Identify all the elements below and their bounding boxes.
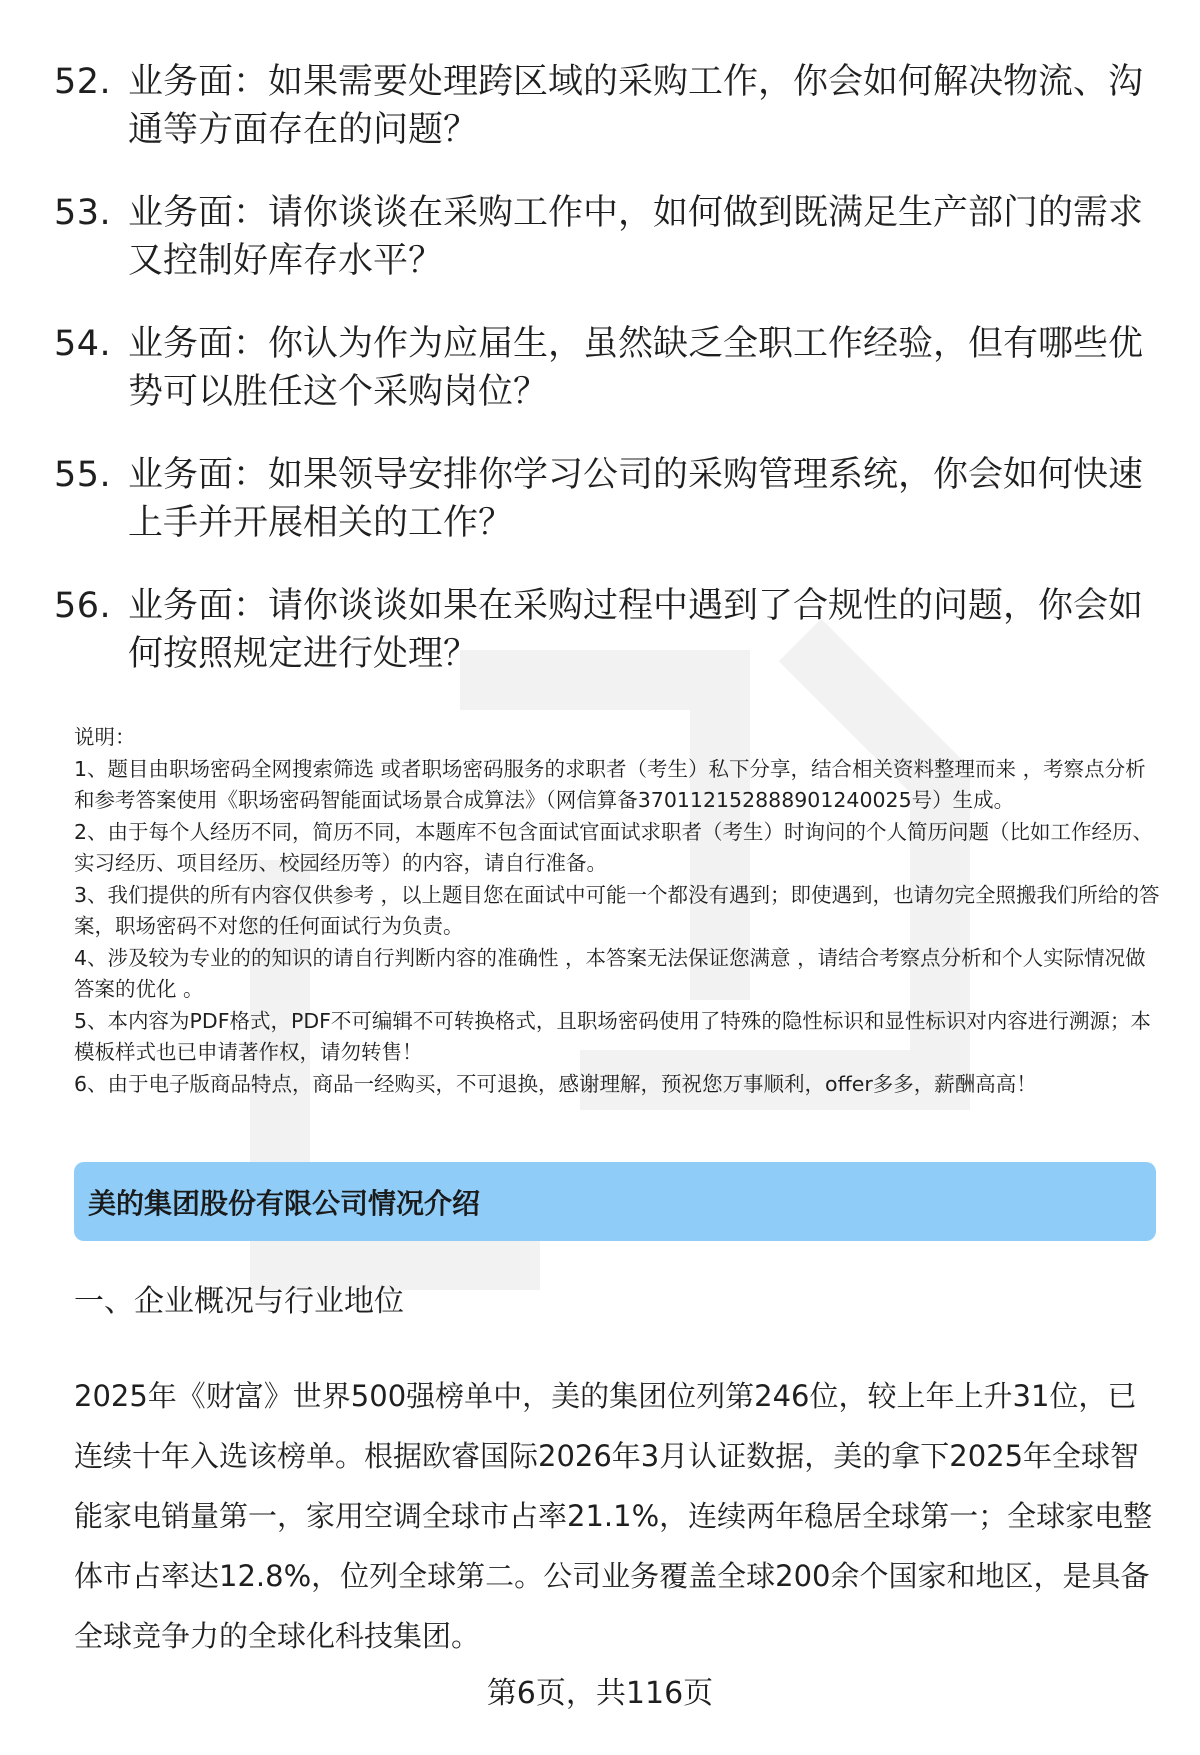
question-number: 56. (54, 586, 112, 626)
note-item: 3、我们提供的所有内容仅供参考 ，以上题目您在面试中可能一个都没有遇到；即使遇到，也请勿完全照搬我们所给的答案，职场密码不对您的任何面试行为负责。 (74, 882, 1160, 938)
note-item: 2、由于每个人经历不同，简历不同，本题库不包含面试官面试求职者（考生）时询问的个人简历问题（比如工作经历、实习经历、项目经历、校园经历等）的内容，请自行准备。 (74, 819, 1154, 875)
question-number: 53. (54, 193, 112, 233)
note-item: 1、题目由职场密码全网搜索筛选 或者职场密码服务的求职者（考生）私下分享，结合相关资料整理而来 ，考察点分析和参考答案使用《职场密码智能面试场景合成算法》（网信算备370112152888901240025号）生成。 (74, 756, 1146, 812)
notes-block (74, 722, 1160, 1100)
note-item: 5、本内容为PDF格式，PDF不可编辑不可转换格式，且职场密码使用了特殊的隐性标识和显性标识对内容进行溯源；本模板样式也已申请著作权，请勿转售！ (74, 1008, 1151, 1064)
question-item (54, 58, 1164, 154)
question-item (54, 582, 1164, 678)
section-banner (74, 1162, 1156, 1241)
question-text: 业务面：你认为作为应届生，虽然缺乏全职工作经验，但有哪些优势可以胜任这个采购岗位？ (128, 324, 1144, 412)
question-text: 业务面：请你谈谈在采购工作中，如何做到既满足生产部门的需求又控制好库存水平？ (128, 193, 1144, 281)
question-text: 业务面：如果领导安排你学习公司的采购管理系统，你会如何快速上手并开展相关的工作？ (128, 455, 1144, 543)
question-number: 55. (54, 455, 112, 495)
question-number: 52. (54, 62, 112, 102)
question-item (54, 320, 1164, 416)
section-subheading: 一、企业概况与行业地位 (74, 1284, 404, 1319)
page-footer: 第6页，共116页 (486, 1676, 714, 1711)
notes-heading: 说明： (74, 725, 136, 749)
note-item: 6、由于电子版商品特点，商品一经购买，不可退换，感谢理解，预祝您万事顺利，offer多多，薪酬高高！ (74, 1071, 1037, 1096)
section-body: 2025年《财富》世界500强榜单中，美的集团位列第246位，较上年上升31位，已连续十年入选该榜单。根据欧睿国际2026年3月认证数据，美的拿下2025年全球智能家电销量第一，家用空调全球市占率21.1%，连续两年稳居全球第一；全球家电整体市占率达12.8%，位列全球第二。公司业务覆盖全球200余个国家和地区，是具备全球竞争力的全球化科技集团。 (74, 1379, 1153, 1653)
question-text: 业务面：如果需要处理跨区域的采购工作，你会如何解决物流、沟通等方面存在的问题？ (128, 62, 1144, 150)
question-list (54, 58, 1164, 713)
question-item (54, 451, 1164, 547)
section-title: 美的集团股份有限公司情况介绍 (88, 1186, 481, 1220)
question-text: 业务面：请你谈谈如果在采购过程中遇到了合规性的问题，你会如何按照规定进行处理？ (128, 586, 1144, 674)
question-item (54, 189, 1164, 285)
note-item: 4、涉及较为专业的的知识的请自行判断内容的准确性 ，本答案无法保证您满意 ，请结合考察点分析和个人实际情况做答案的优化 。 (74, 945, 1146, 1001)
question-number: 54. (54, 324, 112, 364)
